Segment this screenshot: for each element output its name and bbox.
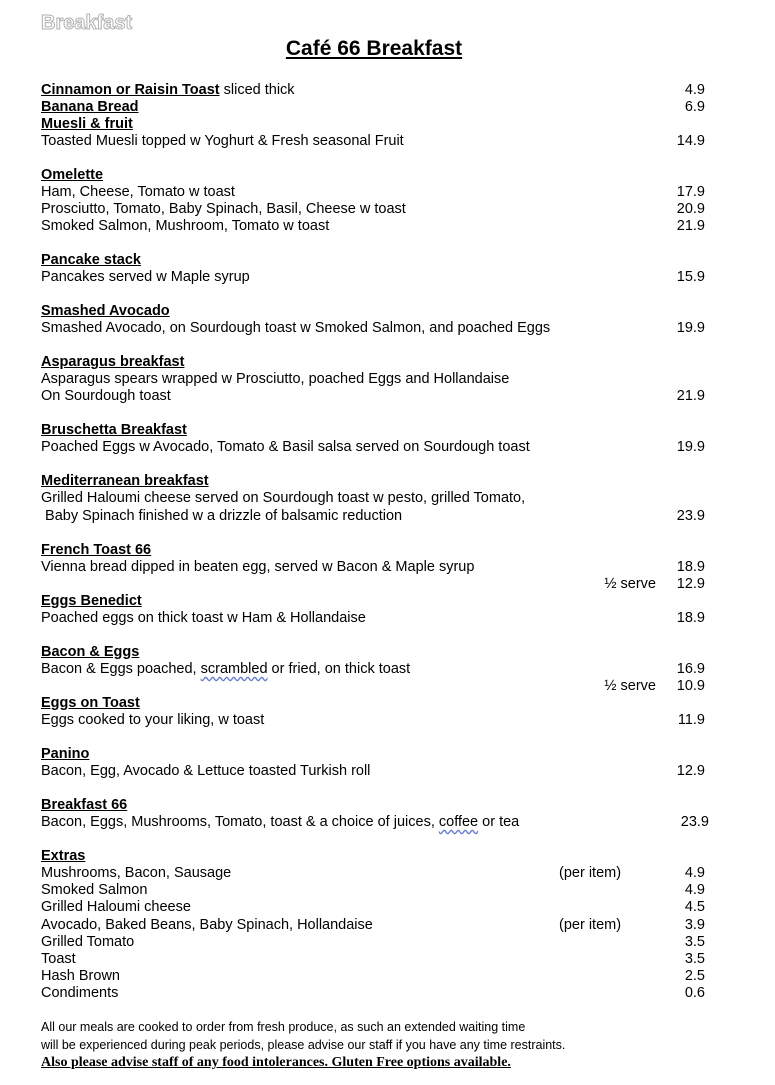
item-price: 19.9 xyxy=(676,439,705,455)
item-desc: Pancakes served w Maple syrup xyxy=(41,269,250,285)
menu-item-bruschetta xyxy=(41,439,705,456)
item-price: 14.9 xyxy=(676,133,705,149)
item-desc: Grilled Haloumi cheese served on Sourdough toast w pesto, grilled Tomato, xyxy=(41,490,526,506)
item-price: 19.9 xyxy=(676,320,705,336)
item-desc: Smashed Avocado, on Sourdough toast w Smoked Salmon, and poached Eggs xyxy=(41,320,551,336)
menu-item-pancake xyxy=(41,269,705,286)
menu-item-bacon-eggs xyxy=(41,661,705,678)
section-title: Omelette xyxy=(41,167,104,183)
item-desc: Poached eggs on thick toast w Ham & Hollandaise xyxy=(41,610,366,626)
item-desc: Baby Spinach finished w a drizzle of balsamic reduction xyxy=(41,508,403,524)
item-price: 4.9 xyxy=(684,882,705,898)
menu-item-banana-bread xyxy=(41,99,705,116)
section-heading-omelette xyxy=(41,167,705,184)
section-heading-avocado xyxy=(41,303,705,320)
section-title: Panino xyxy=(41,746,90,762)
item-price: 17.9 xyxy=(676,184,705,200)
item-name: Banana Bread xyxy=(41,99,139,115)
section-title: Mediterranean breakfast xyxy=(41,473,209,489)
menu-item-asparagus-line1 xyxy=(41,371,705,388)
footer-note-line2: will be experienced during peak periods, please advise our staff if you have any time restraints. xyxy=(41,1038,566,1052)
menu-item-panino xyxy=(41,763,705,780)
item-desc: Hash Brown xyxy=(41,968,120,984)
item-name: Muesli & fruit xyxy=(41,116,133,132)
watermark-text: Breakfast xyxy=(41,12,133,34)
item-price: 21.9 xyxy=(676,388,705,404)
item-price: 18.9 xyxy=(676,559,705,575)
item-desc: Grilled Haloumi cheese xyxy=(41,899,191,915)
item-desc: Prosciutto, Tomato, Baby Spinach, Basil, Cheese w toast xyxy=(41,201,406,217)
section-title: Eggs Benedict xyxy=(41,593,142,609)
menu-item-eggs-on-toast xyxy=(41,712,705,729)
item-desc: Toasted Muesli topped w Yoghurt & Fresh seasonal Fruit xyxy=(41,133,404,149)
item-desc: Condiments xyxy=(41,985,119,1001)
item-desc: Eggs cooked to your liking, w toast xyxy=(41,712,265,728)
extras-item xyxy=(41,899,705,916)
section-title: Extras xyxy=(41,848,86,864)
item-desc: Toast xyxy=(41,951,76,967)
item-price: 3.5 xyxy=(684,934,705,950)
intolerance-notice: Also please advise staff of any food intolerances. xyxy=(41,1055,328,1070)
extras-item xyxy=(41,882,705,899)
item-desc: Smoked Salmon xyxy=(41,882,148,898)
section-title: Bacon & Eggs xyxy=(41,644,140,660)
menu-item-mediterranean-line1 xyxy=(41,490,705,507)
menu-item-eggs-benedict xyxy=(41,610,705,627)
menu-item-muesli xyxy=(41,133,705,150)
section-heading-eggs-benedict xyxy=(41,593,705,610)
section-heading-panino xyxy=(41,746,705,763)
section-title: Smashed Avocado xyxy=(41,303,170,319)
extras-item xyxy=(41,968,705,985)
item-price: 23.9 xyxy=(680,814,709,830)
section-title: French Toast 66 xyxy=(41,542,152,558)
item-desc: or tea xyxy=(478,814,520,830)
item-price: 4.9 xyxy=(684,82,705,98)
item-price: 15.9 xyxy=(676,269,705,285)
per-item-note: (per item) xyxy=(559,865,622,881)
item-desc: Smoked Salmon, Mushroom, Tomato w toast xyxy=(41,218,330,234)
item-price: 11.9 xyxy=(677,712,705,728)
menu-item-avocado xyxy=(41,320,705,337)
item-price: 10.9 xyxy=(676,678,705,694)
extras-item xyxy=(41,865,705,882)
item-desc: sliced thick xyxy=(223,82,295,98)
item-price: 12.9 xyxy=(676,576,705,592)
extras-item xyxy=(41,934,705,951)
section-title: Eggs on Toast xyxy=(41,695,140,711)
item-price: 20.9 xyxy=(676,201,705,217)
item-desc: Mushrooms, Bacon, Sausage xyxy=(41,865,232,881)
extras-item xyxy=(41,917,705,934)
item-price: 0.6 xyxy=(684,985,705,1001)
section-heading-extras xyxy=(41,848,705,865)
item-price: 16.9 xyxy=(676,661,705,677)
item-desc: Vienna bread dipped in beaten egg, served w Bacon & Maple syrup xyxy=(41,559,475,575)
item-price: 12.9 xyxy=(676,763,705,779)
menu-item-omelette-salmon xyxy=(41,218,705,235)
section-heading-bacon-eggs xyxy=(41,644,705,661)
item-price: 4.9 xyxy=(684,865,705,881)
section-title: Bruschetta Breakfast xyxy=(41,422,187,438)
item-desc: Bacon & Eggs poached, xyxy=(41,661,201,677)
item-desc: Bacon, Eggs, Mushrooms, Tomato, toast & a choice of juices, xyxy=(41,814,439,830)
half-serve-label: ½ serve xyxy=(604,576,656,592)
footer-allergy-notice xyxy=(41,1055,511,1071)
item-price: 2.5 xyxy=(684,968,705,984)
section-heading-eggs-on-toast xyxy=(41,695,705,712)
menu-item-french-toast xyxy=(41,559,705,576)
section-title: Pancake stack xyxy=(41,252,141,268)
menu-item-omelette-prosciutto xyxy=(41,201,705,218)
per-item-note: (per item) xyxy=(559,917,622,933)
item-desc: Bacon, Egg, Avocado & Lettuce toasted Turkish roll xyxy=(41,763,371,779)
section-heading-muesli xyxy=(41,116,705,133)
item-desc: Poached Eggs w Avocado, Tomato & Basil salsa served on Sourdough toast xyxy=(41,439,530,455)
menu-item-bacon-eggs-half xyxy=(41,678,705,695)
section-heading-mediterranean xyxy=(41,473,705,490)
menu-item-asparagus-line2 xyxy=(41,388,705,405)
menu-item-french-toast-half xyxy=(41,576,705,593)
gluten-free-notice: Gluten Free options available. xyxy=(331,1055,511,1070)
section-heading-french-toast xyxy=(41,542,705,559)
section-heading-pancake xyxy=(41,252,705,269)
half-serve-label: ½ serve xyxy=(604,678,656,694)
item-price: 3.9 xyxy=(684,917,705,933)
item-price: 23.9 xyxy=(676,508,705,524)
menu-title: Café 66 Breakfast xyxy=(285,37,463,60)
item-price: 21.9 xyxy=(676,218,705,234)
section-title: Breakfast 66 xyxy=(41,797,128,813)
item-price: 18.9 xyxy=(676,610,705,626)
item-desc: Ham, Cheese, Tomato w toast xyxy=(41,184,235,200)
spellcheck-word: scrambled xyxy=(200,661,268,677)
item-desc: Grilled Tomato xyxy=(41,934,135,950)
section-heading-bruschetta xyxy=(41,422,705,439)
extras-item xyxy=(41,985,705,1002)
item-desc: Avocado, Baked Beans, Baby Spinach, Hollandaise xyxy=(41,917,373,933)
menu-item-mediterranean-line2 xyxy=(41,508,705,525)
item-price: 3.5 xyxy=(684,951,705,967)
item-desc: or fried, on thick toast xyxy=(267,661,411,677)
extras-item xyxy=(41,951,705,968)
item-name: Cinnamon or Raisin Toast xyxy=(41,82,220,98)
section-heading-asparagus xyxy=(41,354,705,371)
menu-item-breakfast-66 xyxy=(41,814,709,831)
item-price: 6.9 xyxy=(684,99,705,115)
footer-note-line1: All our meals are cooked to order from fresh produce, as such an extended waiting time xyxy=(41,1020,526,1034)
item-desc: On Sourdough toast xyxy=(41,388,171,404)
section-title: Asparagus breakfast xyxy=(41,354,185,370)
item-desc: Asparagus spears wrapped w Prosciutto, poached Eggs and Hollandaise xyxy=(41,371,510,387)
menu-item-toast xyxy=(41,82,705,99)
item-price: 4.5 xyxy=(684,899,705,915)
section-heading-breakfast-66 xyxy=(41,797,705,814)
spellcheck-word: coffee xyxy=(438,814,479,830)
menu-item-omelette-ham xyxy=(41,184,705,201)
